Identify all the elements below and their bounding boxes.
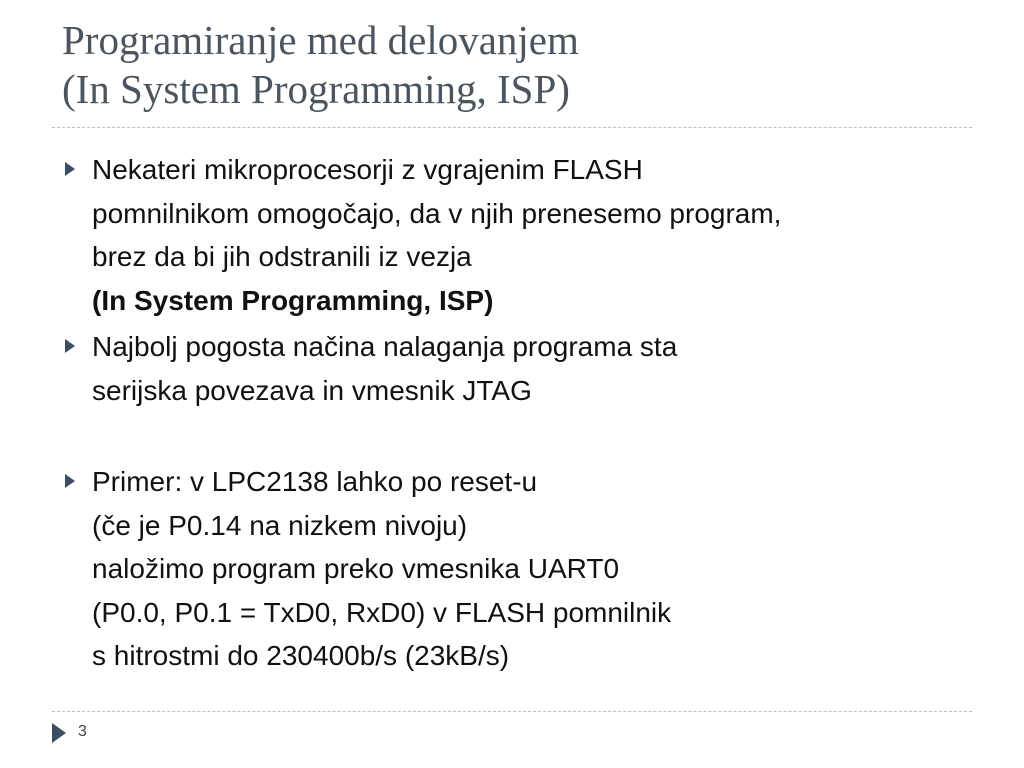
bullet-3-line-3: naložimo program preko vmesnika UART0 xyxy=(92,553,620,584)
bullet-item-1 xyxy=(62,148,972,322)
slide-content xyxy=(62,148,972,678)
slide-title-line-1: Programiranje med delovanjem xyxy=(62,17,579,63)
bullet-3-line-1: Primer: v LPC2138 lahko po reset-u xyxy=(92,466,538,497)
triangle-right-icon xyxy=(65,474,75,488)
bullet-item-2 xyxy=(62,325,972,412)
bullet-1-bold-line: (In System Programming, ISP) xyxy=(92,284,494,316)
bullet-2-line-1: Najbolj pogosta načina nalaganja programa sta xyxy=(92,331,678,362)
triangle-right-icon xyxy=(65,339,75,353)
title-divider xyxy=(52,127,972,128)
slide-title-line-2: (In System Programming, ISP) xyxy=(62,66,570,112)
footer-triangle-icon xyxy=(52,723,66,743)
bullet-item-3 xyxy=(62,460,972,678)
bullet-1-line-2: pomnilnikom omogočajo, da v njih prenesemo program, xyxy=(92,197,782,229)
slide-title xyxy=(62,16,982,114)
footer-divider xyxy=(52,711,972,712)
bullet-1-line-3: brez da bi jih odstranili iz vezja xyxy=(92,241,472,272)
bullet-1-line-1: Nekateri mikroprocesorji z vgrajenim FLASH xyxy=(92,154,643,185)
bullet-3-line-5: s hitrostmi do 230400b/s (23kB/s) xyxy=(92,640,510,671)
bullet-2-line-2: serijska povezava in vmesnik JTAG xyxy=(92,374,532,406)
triangle-right-icon xyxy=(65,162,75,176)
bullet-3-line-4: (P0.0, P0.1 = TxD0, RxD0) v FLASH pomnilnik xyxy=(92,596,672,628)
bullet-3-line-2: (če je P0.14 na nizkem nivoju) xyxy=(92,509,468,541)
page-number: 3 xyxy=(78,723,87,740)
